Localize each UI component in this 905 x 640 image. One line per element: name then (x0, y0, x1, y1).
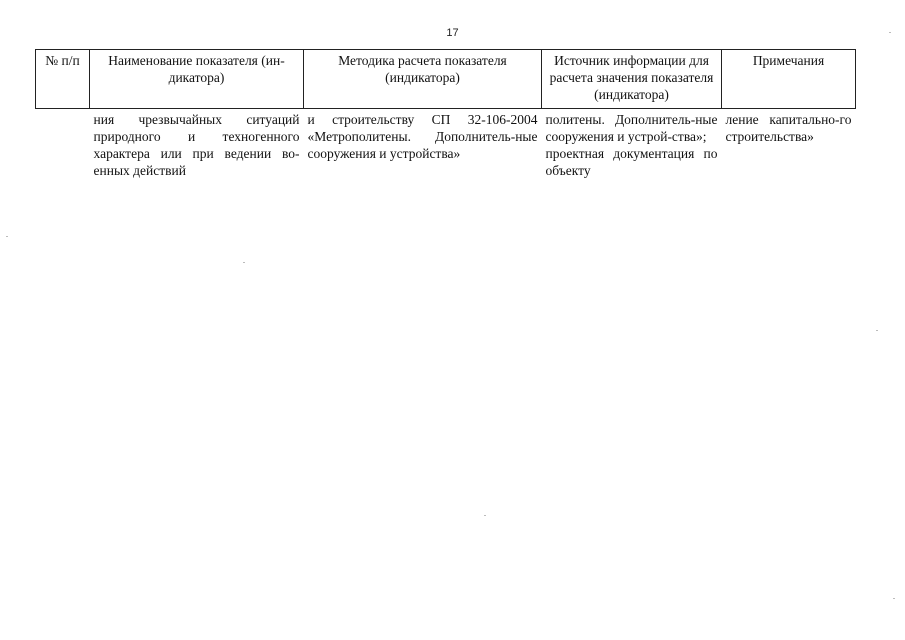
cell-calculation-method: и строительству СП 32-106-2004 «Метрополитены. Дополнитель-ные сооружения и устройства» (307, 112, 538, 161)
scan-speck (889, 32, 891, 33)
header-indicator-name: Наименование показателя (ин-дикатора) (90, 50, 304, 109)
source-paragraph-1: политены. Дополнитель-ные сооружения и устрой-ства»; (545, 112, 718, 144)
header-calculation-method: Методика расчета показателя (индикатора) (304, 50, 542, 109)
scan-speck (243, 262, 245, 263)
cell-number (36, 109, 90, 180)
scan-speck (6, 236, 8, 237)
table-header-row (36, 50, 856, 109)
header-number: № п/п (36, 50, 90, 109)
cell-indicator-name: ния чрезвычайных ситуаций природного и техногенного характера или при ведении во-енных действий (93, 112, 300, 178)
cell-information-source (542, 109, 722, 180)
scan-speck (893, 598, 895, 599)
indicators-table (35, 49, 856, 179)
source-paragraph-2: проектная документация по объекту (545, 146, 718, 178)
table-row (36, 109, 856, 180)
page-number: 17 (446, 27, 459, 39)
cell-notes: ление капитально-го строительства» (725, 112, 852, 144)
scan-speck (876, 330, 878, 331)
header-information-source: Источник информации для расчета значения показателя (индикатора) (542, 50, 722, 109)
header-notes: Примечания (722, 50, 856, 109)
scan-speck (484, 515, 486, 516)
